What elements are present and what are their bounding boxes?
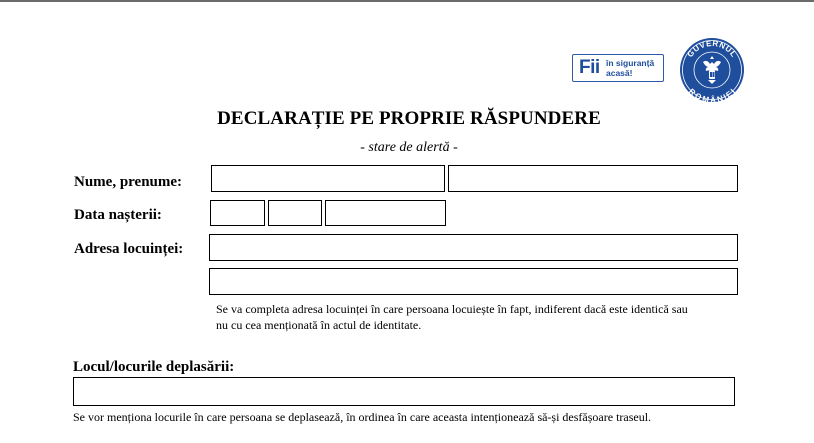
last-name-field[interactable]: [211, 165, 445, 192]
destinations-field[interactable]: [73, 377, 735, 406]
name-label: Nume, prenume:: [74, 174, 183, 190]
document-title: DECLARAȚIE PE PROPRIE RĂSPUNDERE: [217, 108, 601, 129]
fii-logo-line1: în siguranță: [606, 58, 655, 68]
address-label: Adresa locuinței:: [74, 241, 184, 257]
fii-logo-line2: acasă!: [606, 68, 633, 78]
seal-top-text: GUVERNUL: [685, 38, 739, 60]
guvernul-romaniei-seal: [679, 37, 745, 103]
destination-note: Se vor menționa locurile în care persoana se deplasează, în ordinea în care aceasta intenționează să-și desfășoare traseul.: [73, 410, 652, 424]
birth-year-field[interactable]: [325, 200, 446, 226]
address-line2-field[interactable]: [209, 268, 738, 295]
top-border: [0, 0, 814, 2]
birth-month-field[interactable]: [268, 200, 322, 226]
birth-date-label: Data nașterii:: [74, 207, 162, 223]
seal-bottom-text: ROMÂNIEI: [686, 86, 738, 103]
fii-in-siguranta-logo: [572, 54, 664, 82]
first-name-field[interactable]: [448, 165, 738, 192]
address-line1-field[interactable]: [209, 234, 738, 261]
fii-logo-tagline: [606, 58, 664, 78]
address-note: [216, 301, 746, 333]
document-subtitle: - stare de alertă -: [360, 140, 458, 155]
address-note-line1: Se va completa adresa locuinței în care persoana locuiește în fapt, indiferent dacă este identică sau: [216, 302, 688, 316]
fii-logo-text: Fii: [579, 57, 600, 78]
address-note-line2: nu cu cea menționată în actul de identitate.: [216, 318, 422, 332]
destination-label: Locul/locurile deplasării:: [73, 359, 235, 375]
birth-day-field[interactable]: [210, 200, 265, 226]
